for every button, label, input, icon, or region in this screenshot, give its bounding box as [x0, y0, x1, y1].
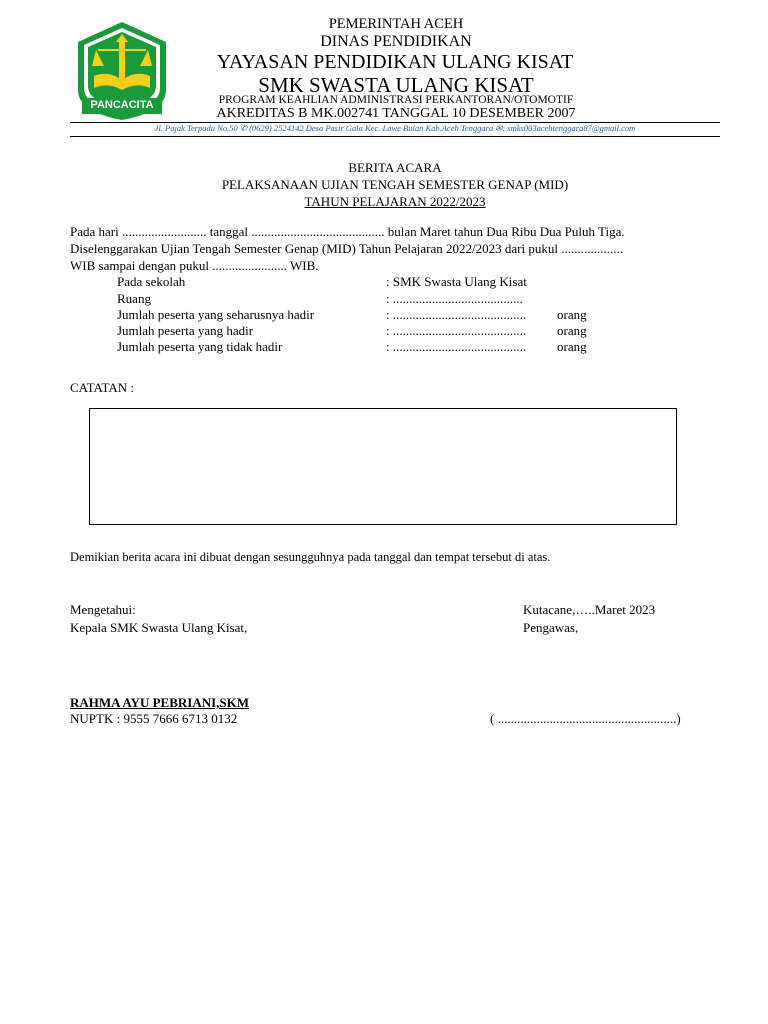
letterhead-rule-bottom [70, 136, 720, 137]
supervisor-role: Pengawas, [523, 620, 579, 635]
doc-title: BERITA ACARA [348, 160, 442, 175]
body-line-2: Diselenggarakan Ujian Tengah Semester Genap (MID) Tahun Pelajaran 2022/2023 dari pukul ................... [70, 241, 623, 256]
closing-statement: Demikian berita acara ini dibuat dengan sesungguhnya pada tanggal dan tempat tersebut di atas. [70, 550, 551, 564]
field-value-absent: : ......................................... [386, 339, 527, 354]
field-label-room: Ruang [117, 291, 151, 306]
field-value-room: : ........................................ [386, 291, 523, 306]
supervisor-signature-blank: ( .......................................................) [490, 711, 681, 726]
school-name: SMK SWASTA ULANG KISAT [258, 73, 534, 97]
logo-label: PANCACITA [90, 99, 154, 111]
field-unit-expected: orang [557, 307, 587, 322]
doc-subtitle: PELAKSANAAN UJIAN TENGAH SEMESTER GENAP (MID) [221, 177, 569, 192]
department-name: DINAS PENDIDIKAN [320, 33, 472, 50]
doc-year [70, 194, 720, 210]
doc-year-text: TAHUN PELAJARAN 2022/2023 [304, 194, 486, 209]
address-line: Jl. Pajak Terpadu No.50 ✆ (0629) 2524142 Desa Pasir Gala Kec. Lawe Bulan Kab.Aceh Tenggara ✉: smks003acehtenggara87@gmail.com [154, 123, 636, 133]
field-label-present: Jumlah peserta yang hadir [117, 323, 254, 338]
field-value-present: : ......................................... [386, 323, 527, 338]
field-value-school: : SMK Swasta Ulang Kisat [386, 274, 527, 289]
body-line-3: WIB sampai dengan pukul ....................... WIB. [70, 258, 319, 273]
field-unit-absent: orang [557, 339, 587, 354]
government-name: PEMERINTAH ACEH [328, 16, 464, 32]
foundation-name: YAYASAN PENDIDIKAN ULANG KISAT [216, 51, 574, 73]
field-label-school: Pada sekolah [117, 274, 186, 289]
field-label-expected: Jumlah peserta yang seharusnya hadir [117, 307, 315, 322]
field-label-absent: Jumlah peserta yang tidak hadir [117, 339, 283, 354]
principal-role: Kepala SMK Swasta Ulang Kisat, [70, 620, 248, 635]
field-unit-present: orang [557, 323, 587, 338]
program-line: PROGRAM KEAHLIAN ADMINISTRASI PERKANTORAN/OTOMOTIF [218, 94, 574, 106]
field-value-expected: : ......................................... [386, 307, 527, 322]
place-date: Kutacane,…..Maret 2023 [523, 602, 656, 617]
notes-box[interactable] [89, 408, 677, 525]
principal-id: NUPTK : 9555 7666 6713 0132 [70, 711, 238, 726]
accreditation-line: AKREDITAS B MK.002741 TANGGAL 10 DESEMBER 2007 [216, 106, 576, 121]
principal-name: RAHMA AYU PEBRIANI,SKM [70, 695, 250, 710]
notes-label: CATATAN : [70, 380, 135, 395]
body-line-1: Pada hari .......................... tanggal ......................................... bulan Maret tahun Dua Ribu Dua Puluh Tiga. [70, 224, 625, 239]
acknowledged-label: Mengetahui: [70, 602, 136, 617]
